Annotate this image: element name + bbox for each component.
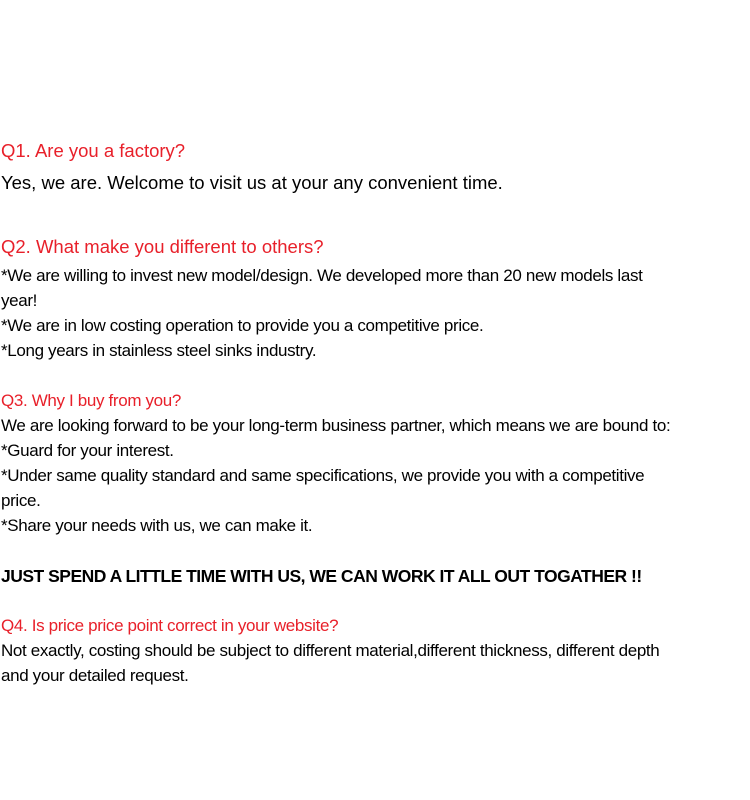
faq-answer-2-line: year! (1, 291, 38, 310)
slogan: JUST SPEND A LITTLE TIME WITH US, WE CAN WORK IT ALL OUT TOGATHER !! (1, 566, 642, 586)
faq-answer-4-line: Not exactly, costing should be subject to different material,different thickness, different depth (1, 641, 660, 660)
faq-answer-3-line: *Guard for your interest. (1, 441, 174, 460)
faq-answer-4-line: and your detailed request. (1, 666, 189, 685)
faq-answer-1: Yes, we are. Welcome to visit us at your any convenient time. (1, 172, 503, 193)
faq-question-1: Q1. Are you a factory? (1, 140, 186, 161)
faq-answer-3-line: We are looking forward to be your long-term business partner, which means we are bound to: (1, 416, 671, 435)
faq-answer-2-line: *We are in low costing operation to provide you a competitive price. (1, 316, 484, 335)
faq-question-2: Q2. What make you different to others? (1, 236, 324, 257)
faq-answer-2-line: *We are willing to invest new model/design. We developed more than 20 new models last (1, 266, 643, 285)
faq-answer-3-line: price. (1, 491, 41, 510)
faq-answer-3-line: *Under same quality standard and same specifications, we provide you with a competitive (1, 466, 645, 485)
faq-question-3: Q3. Why I buy from you? (1, 391, 181, 410)
faq-answer-2-line: *Long years in stainless steel sinks industry. (1, 341, 317, 360)
faq-answer-3-line: *Share your needs with us, we can make it. (1, 516, 313, 535)
faq-question-4: Q4. Is price price point correct in your website? (1, 616, 339, 635)
